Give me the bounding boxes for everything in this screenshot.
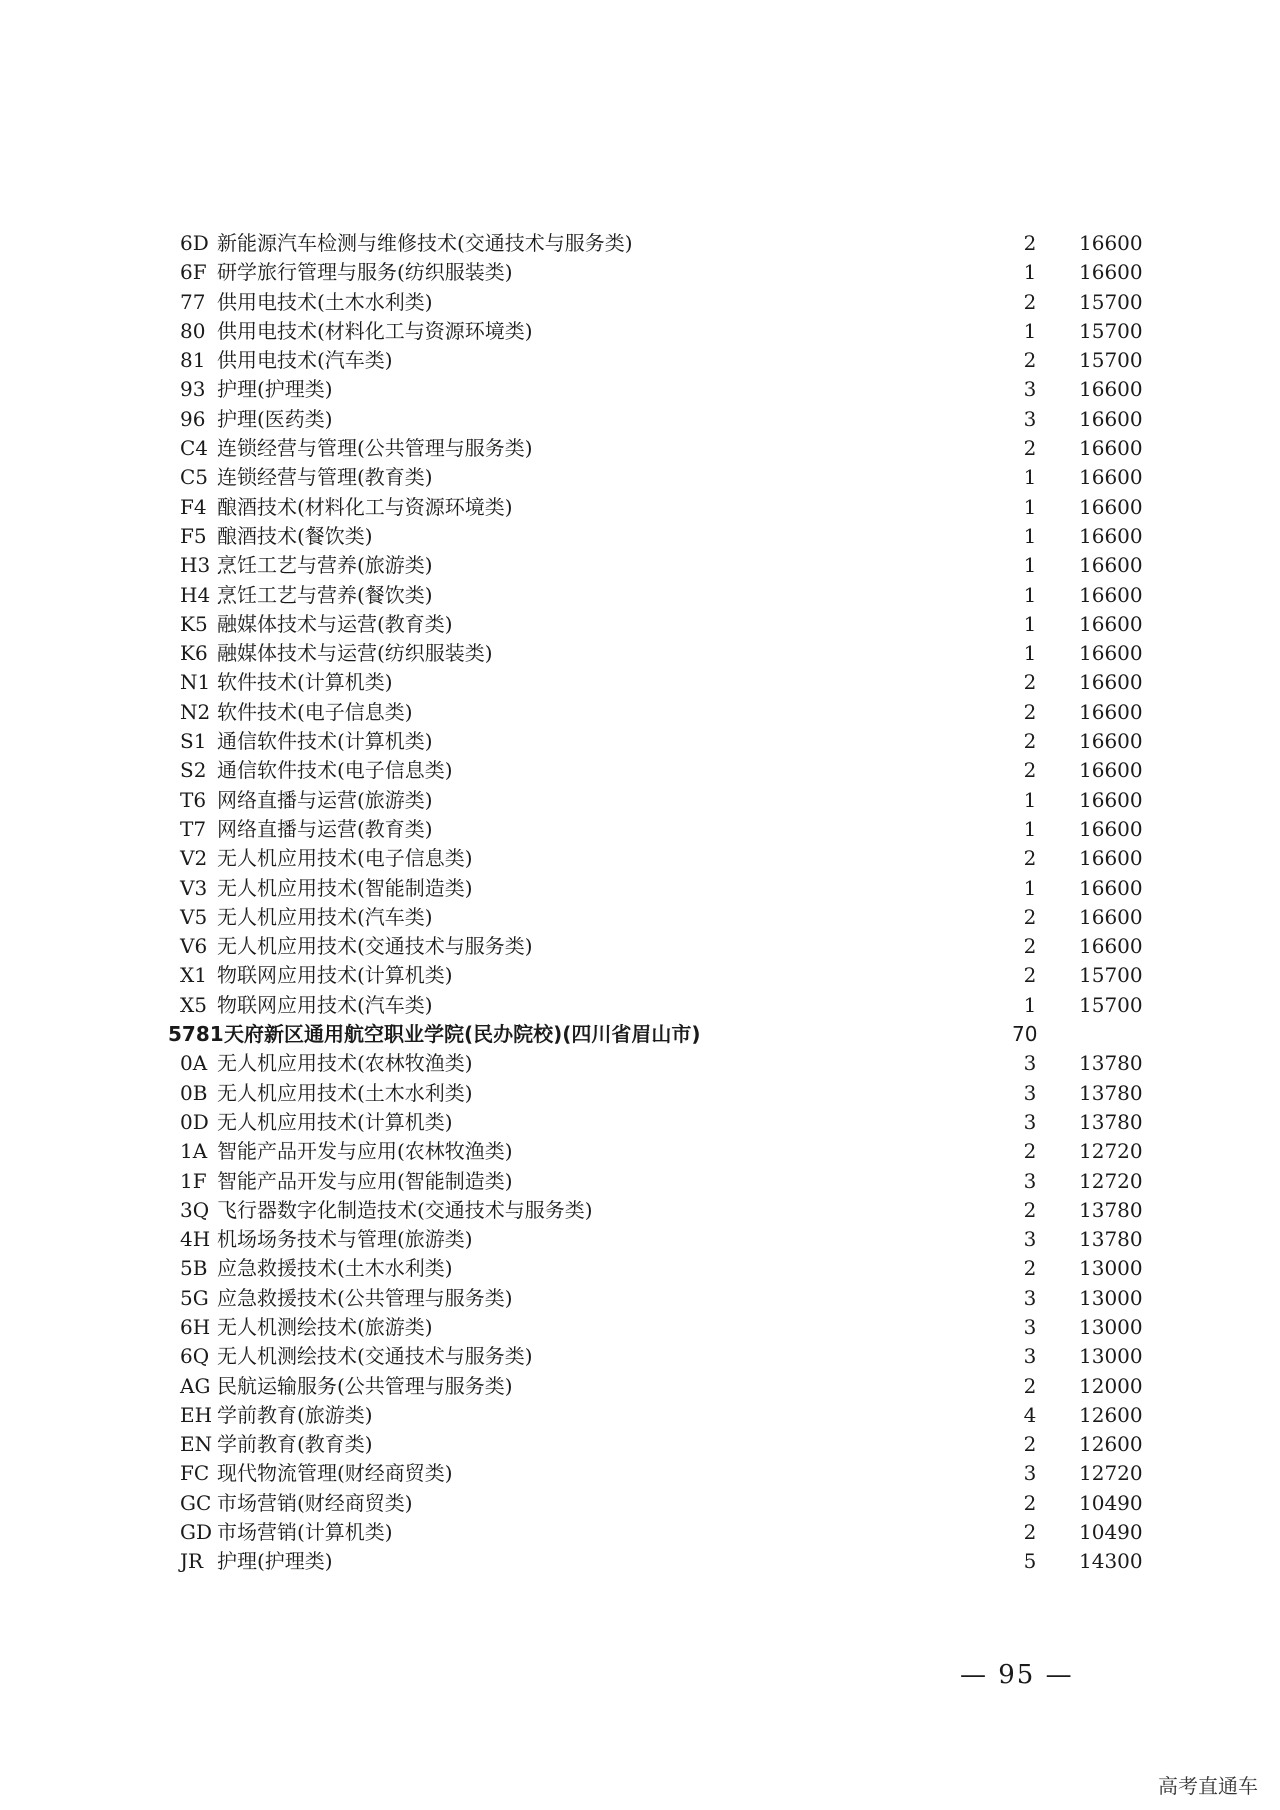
tuition-fee: 16600 [1079,729,1143,754]
table-row [0,581,1280,610]
table-row [0,1079,1280,1108]
major-name: 现代物流管理(财经商贸类) [217,1461,453,1486]
plan-count: 3 [1023,1314,1037,1339]
major-code: 93 [180,377,206,402]
table-row [0,991,1280,1020]
major-code: T6 [180,787,207,812]
table-row [0,1108,1280,1137]
major-name: 应急救援技术(土木水利类) [217,1256,453,1281]
table-row [0,844,1280,873]
major-name: 通信软件技术(计算机类) [217,729,433,754]
table-row [0,961,1280,990]
rows-after-school [0,1049,1280,1576]
major-name: 护理(护理类) [217,377,333,402]
plan-count: 4 [1023,1402,1037,1427]
plan-count: 2 [1023,436,1037,461]
plan-count: 2 [1023,758,1037,783]
major-name: 软件技术(电子信息类) [217,699,413,724]
major-code: JR [180,1549,204,1574]
major-name: 市场营销(财经商贸类) [217,1490,413,1515]
table-row [0,1254,1280,1283]
major-code: EH [180,1402,213,1427]
tuition-fee: 16600 [1079,670,1143,695]
plan-count: 2 [1023,1520,1037,1545]
major-name: 通信软件技术(电子信息类) [217,758,453,783]
plan-count: 2 [1023,1432,1037,1457]
table-row [0,903,1280,932]
major-code: T7 [180,816,207,841]
major-code: K6 [180,641,208,666]
major-name: 无人机应用技术(农林牧渔类) [217,1051,473,1076]
major-code: C5 [180,465,209,490]
major-code: C4 [180,436,209,461]
tuition-fee: 16600 [1079,758,1143,783]
table-row [0,610,1280,639]
major-name: 软件技术(计算机类) [217,670,393,695]
major-code: 0D [180,1109,209,1134]
major-code: 77 [180,289,206,314]
major-code: 6Q [180,1344,210,1369]
major-code: 6H [180,1314,211,1339]
tuition-fee: 15700 [1079,318,1143,343]
plan-count: 1 [1023,318,1037,343]
major-name: 无人机应用技术(交通技术与服务类) [217,934,533,959]
table-row [0,1167,1280,1196]
table-row [0,346,1280,375]
plan-count: 1 [1023,611,1037,636]
major-code: GC [180,1490,212,1515]
table-row [0,551,1280,580]
major-name: 网络直播与运营(教育类) [217,816,433,841]
tuition-fee: 15700 [1079,289,1143,314]
major-name: 无人机应用技术(电子信息类) [217,846,473,871]
plan-count: 1 [1023,641,1037,666]
plan-count: 2 [1023,1256,1037,1281]
major-name: 无人机应用技术(计算机类) [217,1109,453,1134]
major-code: 4H [180,1227,211,1252]
table-row [0,317,1280,346]
table-row [0,1518,1280,1547]
plan-count: 2 [1023,846,1037,871]
tuition-fee: 12000 [1079,1373,1143,1398]
tuition-fee: 16600 [1079,377,1143,402]
major-code: S2 [180,758,207,783]
table-row [0,1547,1280,1576]
major-code: 5G [180,1285,209,1310]
plan-count: 1 [1023,523,1037,548]
major-name: 供用电技术(材料化工与资源环境类) [217,318,533,343]
table-row [0,1342,1280,1371]
major-name: 无人机应用技术(土木水利类) [217,1080,473,1105]
table-row [0,1401,1280,1430]
table-row [0,932,1280,961]
plan-count: 3 [1023,377,1037,402]
plan-count: 2 [1023,1373,1037,1398]
plan-count: 1 [1023,260,1037,285]
plan-count: 2 [1023,699,1037,724]
tuition-fee: 10490 [1079,1520,1143,1545]
major-name: 智能产品开发与应用(农林牧渔类) [217,1139,513,1164]
table-row [0,288,1280,317]
major-code: N1 [180,670,211,695]
plan-count: 1 [1023,787,1037,812]
tuition-fee: 13780 [1079,1227,1143,1252]
plan-count: 1 [1023,992,1037,1017]
plan-count: 2 [1023,1139,1037,1164]
major-code: 0A [180,1051,208,1076]
major-code: 96 [180,406,206,431]
major-name: 飞行器数字化制造技术(交通技术与服务类) [217,1197,593,1222]
major-name: 连锁经营与管理(教育类) [217,465,433,490]
table-row [0,405,1280,434]
school-plan-total: 70 [1012,1022,1038,1047]
table-row [0,1313,1280,1342]
major-name: 供用电技术(汽车类) [217,348,393,373]
plan-count: 1 [1023,875,1037,900]
tuition-fee: 13780 [1079,1051,1143,1076]
tuition-fee: 16600 [1079,787,1143,812]
plan-count: 2 [1023,934,1037,959]
major-name: 网络直播与运营(旅游类) [217,787,433,812]
major-name: 无人机测绘技术(旅游类) [217,1314,433,1339]
major-name: 护理(医药类) [217,406,333,431]
major-code: X1 [180,963,207,988]
plan-count: 3 [1023,1109,1037,1134]
plan-count: 1 [1023,494,1037,519]
tuition-fee: 14300 [1079,1549,1143,1574]
major-code: V5 [180,904,208,929]
plan-count: 2 [1023,670,1037,695]
plan-count: 2 [1023,231,1037,255]
major-name: 酿酒技术(材料化工与资源环境类) [217,494,513,519]
plan-count: 3 [1023,1461,1037,1486]
school-name: 天府新区通用航空职业学院(民办院校)(四川省眉山市) [224,1022,701,1047]
major-code: F4 [180,494,207,519]
table-row [0,727,1280,756]
major-name: 护理(护理类) [217,1549,333,1574]
tuition-fee: 12720 [1079,1168,1143,1193]
table-row [0,1284,1280,1313]
plan-count: 2 [1023,729,1037,754]
table-row [0,698,1280,727]
tuition-fee: 13000 [1079,1314,1143,1339]
plan-count: 3 [1023,1051,1037,1076]
plan-count: 3 [1023,406,1037,431]
table-row [0,258,1280,287]
table-row [0,668,1280,697]
tuition-fee: 15700 [1079,348,1143,373]
major-code: S1 [180,729,207,754]
tuition-fee: 16600 [1079,553,1143,578]
table-row [0,815,1280,844]
watermark: 高考直通车 [1158,1774,1258,1798]
page-number: — 95 — [960,1660,1074,1690]
plan-count: 2 [1023,1490,1037,1515]
tuition-fee: 13000 [1079,1344,1143,1369]
tuition-fee: 16600 [1079,934,1143,959]
major-code: 3Q [180,1197,210,1222]
major-name: 无人机应用技术(汽车类) [217,904,433,929]
plan-count: 3 [1023,1080,1037,1105]
major-code: GD [180,1520,213,1545]
tuition-fee: 16600 [1079,406,1143,431]
tuition-fee: 12600 [1079,1402,1143,1427]
major-code: V2 [180,846,208,871]
tuition-fee: 15700 [1079,992,1143,1017]
major-name: 无人机测绘技术(交通技术与服务类) [217,1344,533,1369]
major-code: 81 [180,348,206,373]
major-name: 连锁经营与管理(公共管理与服务类) [217,436,533,461]
plan-count: 1 [1023,553,1037,578]
major-code: X5 [180,992,207,1017]
major-code: V6 [180,934,208,959]
major-code: 80 [180,318,206,343]
table-row [0,1489,1280,1518]
tuition-fee: 16600 [1079,582,1143,607]
tuition-fee: 16600 [1079,260,1143,285]
major-name: 民航运输服务(公共管理与服务类) [217,1373,513,1398]
plan-count: 3 [1023,1344,1037,1369]
tuition-fee: 16600 [1079,904,1143,929]
major-name: 学前教育(教育类) [217,1432,373,1457]
table-row [0,463,1280,492]
tuition-fee: 15700 [1079,963,1143,988]
major-code: V3 [180,875,208,900]
tuition-fee: 16600 [1079,875,1143,900]
tuition-fee: 10490 [1079,1490,1143,1515]
tuition-fee: 16600 [1079,641,1143,666]
tuition-fee: 12720 [1079,1461,1143,1486]
table-row [0,375,1280,404]
plan-count: 1 [1023,465,1037,490]
plan-count: 3 [1023,1168,1037,1193]
rows-before-school [0,229,1280,1020]
major-code: H3 [180,553,211,578]
table-row [0,229,1280,258]
tuition-fee: 16600 [1079,699,1143,724]
plan-count: 3 [1023,1285,1037,1310]
plan-count: 5 [1023,1549,1037,1574]
major-name: 机场场务技术与管理(旅游类) [217,1227,473,1252]
major-code: K5 [180,611,208,636]
school-code: 5781 [168,1022,224,1047]
plan-count: 1 [1023,582,1037,607]
tuition-fee: 13780 [1079,1109,1143,1134]
tuition-fee: 16600 [1079,816,1143,841]
plan-count: 2 [1023,348,1037,373]
tuition-fee: 16600 [1079,494,1143,519]
tuition-fee: 16600 [1079,523,1143,548]
table-row [0,493,1280,522]
tuition-fee: 13780 [1079,1080,1143,1105]
major-name: 烹饪工艺与营养(旅游类) [217,553,433,578]
tuition-fee: 16600 [1079,611,1143,636]
tuition-fee: 16600 [1079,231,1143,255]
tuition-fee: 16600 [1079,846,1143,871]
major-code: EN [180,1432,213,1457]
major-name: 融媒体技术与运营(教育类) [217,611,453,636]
plan-count: 2 [1023,904,1037,929]
school-heading [0,1020,1280,1049]
major-code: N2 [180,699,211,724]
tuition-fee: 12720 [1079,1139,1143,1164]
plan-count: 1 [1023,816,1037,841]
major-name: 应急救援技术(公共管理与服务类) [217,1285,513,1310]
major-code: 1A [180,1139,208,1164]
major-name: 学前教育(旅游类) [217,1402,373,1427]
major-name: 市场营销(计算机类) [217,1520,393,1545]
table-row [0,1372,1280,1401]
tuition-fee: 12600 [1079,1432,1143,1457]
major-name: 供用电技术(土木水利类) [217,289,433,314]
plan-count: 2 [1023,289,1037,314]
table-row [0,1049,1280,1078]
plan-count: 3 [1023,1227,1037,1252]
major-name: 无人机应用技术(智能制造类) [217,875,473,900]
major-code: 1F [180,1168,207,1193]
major-name: 融媒体技术与运营(纺织服装类) [217,641,493,666]
table-row [0,1196,1280,1225]
table-row [0,639,1280,668]
major-name: 智能产品开发与应用(智能制造类) [217,1168,513,1193]
enrollment-table [0,229,1280,1577]
plan-count: 2 [1023,963,1037,988]
table-row [0,1225,1280,1254]
major-name: 物联网应用技术(计算机类) [217,963,453,988]
major-code: FC [180,1461,210,1486]
major-name: 新能源汽车检测与维修技术(交通技术与服务类) [217,231,633,255]
tuition-fee: 16600 [1079,465,1143,490]
major-code: 6F [180,260,207,285]
table-row [0,1459,1280,1488]
major-name: 酿酒技术(餐饮类) [217,523,373,548]
major-code: 0B [180,1080,208,1105]
plan-count: 2 [1023,1197,1037,1222]
major-code: F5 [180,523,207,548]
tuition-fee: 13780 [1079,1197,1143,1222]
major-code: AG [180,1373,211,1398]
major-name: 烹饪工艺与营养(餐饮类) [217,582,433,607]
table-row [0,786,1280,815]
tuition-fee: 16600 [1079,436,1143,461]
table-row [0,434,1280,463]
table-row [0,522,1280,551]
table-row [0,1430,1280,1459]
tuition-fee: 13000 [1079,1285,1143,1310]
major-code: H4 [180,582,211,607]
table-row [0,1137,1280,1166]
tuition-fee: 13000 [1079,1256,1143,1281]
major-code: 5B [180,1256,208,1281]
table-row [0,756,1280,785]
major-code: 6D [180,231,209,255]
major-name: 物联网应用技术(汽车类) [217,992,433,1017]
major-name: 研学旅行管理与服务(纺织服装类) [217,260,513,285]
table-row [0,874,1280,903]
